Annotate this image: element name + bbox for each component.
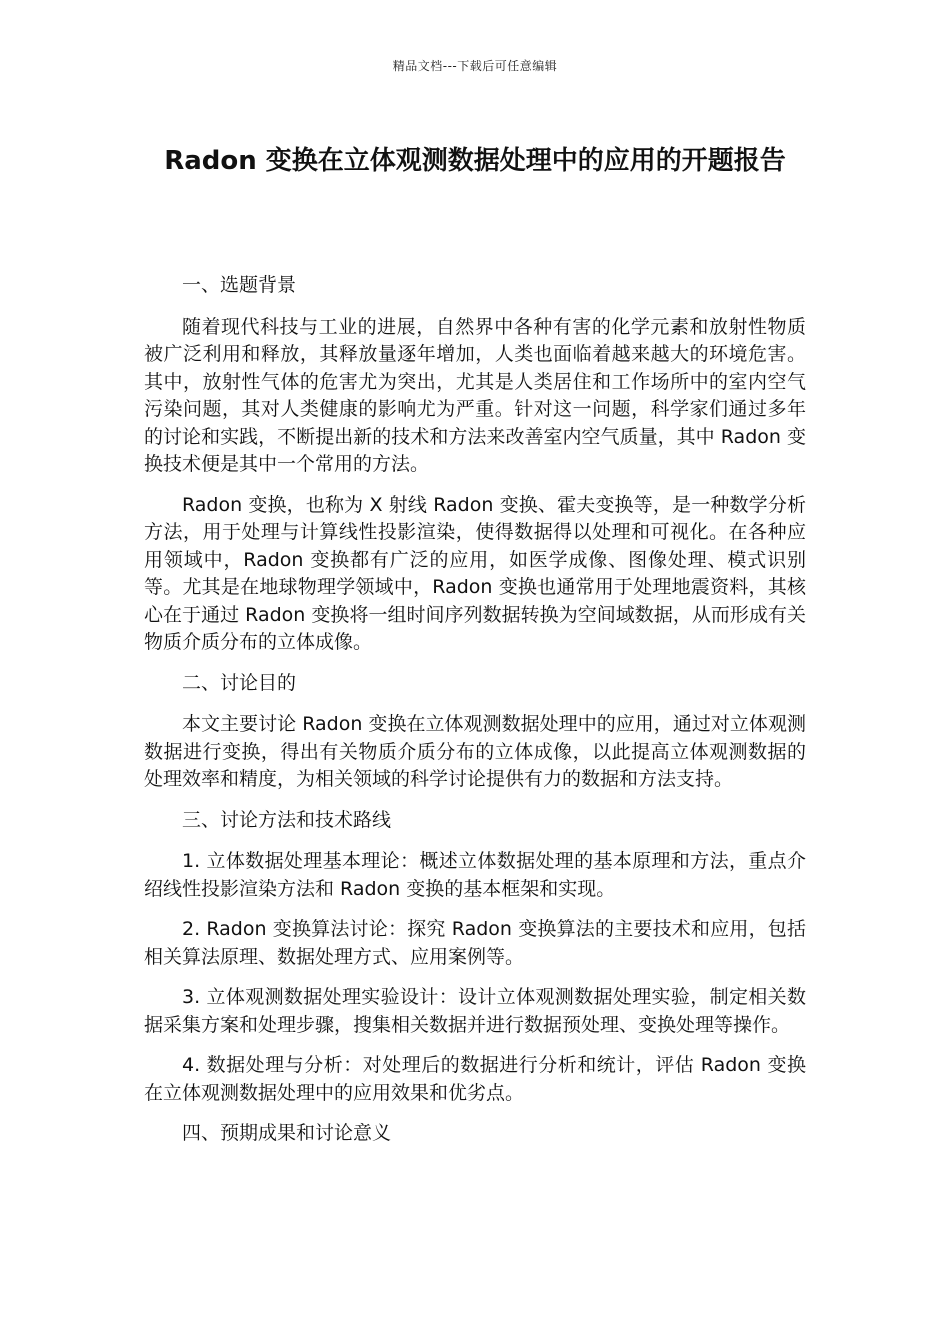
list-item: 3. 立体观测数据处理实验设计：设计立体观测数据处理实验，制定相关数据采集方案和处理步骤，搜集相关数据并进行数据预处理、变换处理等操作。 xyxy=(144,986,806,1036)
document-body xyxy=(144,272,806,1162)
header-note: 精品文档---下载后可任意编辑 xyxy=(392,59,558,73)
section-heading-background: 一、选题背景 xyxy=(182,274,297,296)
list-item: 2. Radon 变换算法讨论：探究 Radon 变换算法的主要技术和应用，包括相关算法原理、数据处理方式、应用案例等。 xyxy=(144,918,806,968)
list-item: 4. 数据处理与分析：对处理后的数据进行分析和统计，评估 Radon 变换在立体观测数据处理中的应用效果和优劣点。 xyxy=(144,1054,806,1104)
paragraph: Radon 变换，也称为 X 射线 Radon 变换、霍夫变换等，是一种数学分析方法，用于处理与计算线性投影渲染，使得数据得以处理和可视化。在各种应用领域中，Radon 变换都有广泛的应用，如医学成像、图像处理、模式识别等。尤其是在地球物理学领域中，Radon 变换也通常用于处理地震资料，其核心在于通过 Radon 变换将一组时间序列数据转换为空间域数据，从而形成有关物质介质分布的立体成像。 xyxy=(144,493,806,653)
list-item: 1. 立体数据处理基本理论：概述立体数据处理的基本原理和方法，重点介绍线性投影渲染方法和 Radon 变换的基本框架和实现。 xyxy=(144,850,806,900)
paragraph: 随着现代科技与工业的进展，自然界中各种有害的化学元素和放射性物质被广泛利用和释放，其释放量逐年增加，人类也面临着越来越大的环境危害。其中，放射性气体的危害尤为突出，尤其是人类居住和工作场所中的室内空气污染问题，其对人类健康的影响尤为严重。针对这一问题，科学家们通过多年的讨论和实践，不断提出新的技术和方法来改善室内空气质量，其中 Radon 变换技术便是其中一个常用的方法。 xyxy=(144,315,806,475)
document-title: Radon 变换在立体观测数据处理中的应用的开题报告 xyxy=(164,146,786,176)
section-heading-methods: 三、讨论方法和技术路线 xyxy=(182,808,392,831)
section-heading-purpose: 二、讨论目的 xyxy=(182,671,297,694)
section-heading-outcomes: 四、预期成果和讨论意义 xyxy=(182,1122,392,1144)
paragraph: 本文主要讨论 Radon 变换在立体观测数据处理中的应用，通过对立体观测数据进行变换，得出有关物质介质分布的立体成像，以此提高立体观测数据的处理效率和精度，为相关领域的科学讨论提供有力的数据和方法支持。 xyxy=(144,713,806,790)
